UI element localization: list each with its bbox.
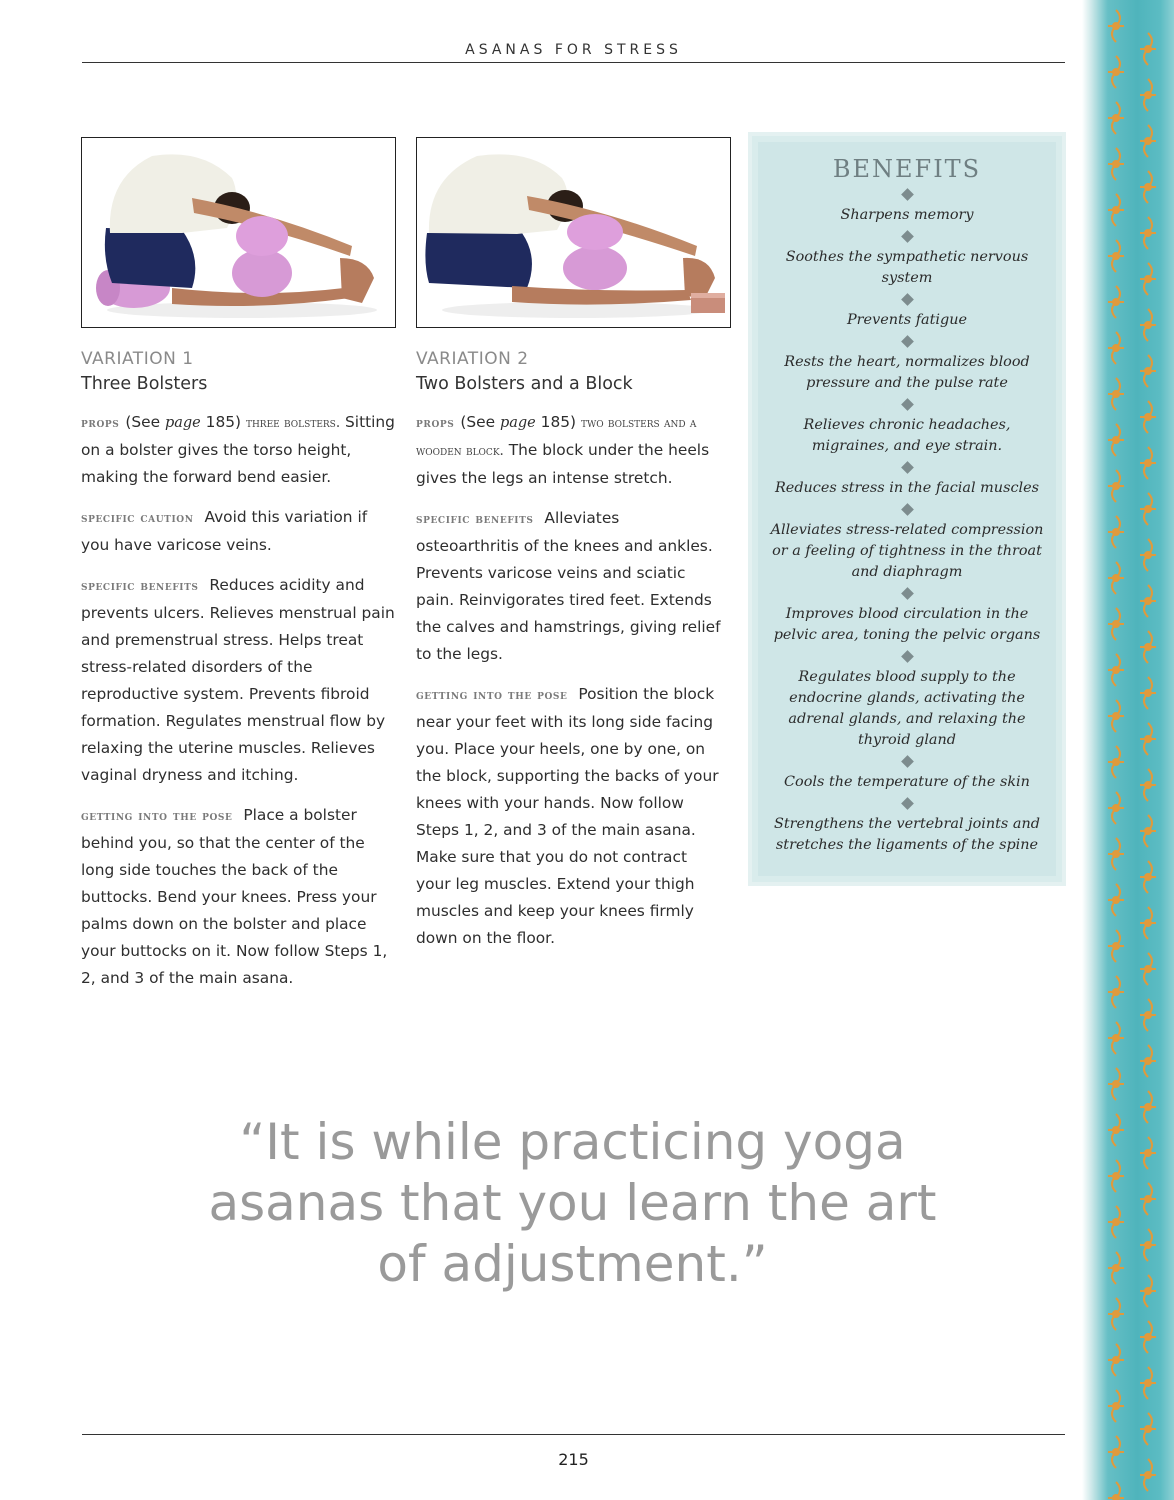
benefits-list <box>752 190 1062 856</box>
variation-2-column <box>416 347 726 965</box>
diamond-bullet-icon <box>901 398 914 411</box>
section-text: Avoid this variation if you have varicose veins. <box>81 508 368 554</box>
variation-1-caution <box>81 504 396 559</box>
benefit-item: Alleviates stress-related compression or a feeling of tightness in the throat and diaphragm <box>770 522 1044 580</box>
benefit-item: Cools the temperature of the skin <box>784 774 1030 790</box>
props-ref-open: (See <box>460 413 500 431</box>
props-items: three bolsters. <box>245 415 341 431</box>
diamond-bullet-icon <box>901 188 914 201</box>
props-ref-open: (See <box>125 413 165 431</box>
section-lead: specific caution <box>81 510 194 526</box>
section-text: Position the block near your feet with its long side facing you. Place your heels, one by one, on the block, supporting the backs of your knees with your hands. Now follow Steps 1, 2, and 3 of the main asana. Make sure that you do not contract your leg muscles. Extend your thigh muscles and keep your knees firmly down on the floor. <box>416 685 719 947</box>
diamond-bullet-icon <box>901 650 914 663</box>
variation-2-label: VARIATION 2 <box>416 349 529 369</box>
variation-1-title: Three Bolsters <box>81 374 208 394</box>
props-description: Sitting on a bolster gives the torso height, making the forward bend easier. <box>81 413 395 486</box>
diamond-bullet-icon <box>901 335 914 348</box>
diamond-bullet-icon <box>901 503 914 516</box>
section-lead: specific benefits <box>81 578 199 594</box>
props-items: two bolsters and a wooden block. <box>416 415 697 459</box>
variation-2-getting-into-pose <box>416 681 726 952</box>
benefit-item: Sharpens memory <box>840 207 974 223</box>
section-lead: getting into the pose <box>416 687 568 703</box>
header-rule <box>82 62 1065 63</box>
props-ref-num: 185) <box>200 413 242 431</box>
props-ref-page: page <box>164 415 201 431</box>
props-ref-page: page <box>499 415 536 431</box>
variation-2-props <box>416 409 726 492</box>
diamond-bullet-icon <box>901 797 914 810</box>
diamond-bullet-icon <box>901 587 914 600</box>
variation-1-props <box>81 409 396 491</box>
photo-variation-1 <box>81 137 396 328</box>
diamond-bullet-icon <box>901 461 914 474</box>
benefit-item: Prevents fatigue <box>846 312 968 328</box>
benefit-item: Soothes the sympathetic nervous system <box>785 249 1029 286</box>
props-lead: props <box>416 415 455 431</box>
pull-quote: “It is while practicing yoga asanas that you learn the art of adjustment.” <box>208 1113 937 1293</box>
benefit-item: Relieves chronic headaches, migraines, and eye strain. <box>803 417 1011 454</box>
variation-2-benefits <box>416 505 726 668</box>
variation-1-benefits <box>81 572 396 789</box>
variation-1-column <box>81 347 396 1005</box>
diamond-bullet-icon <box>901 293 914 306</box>
variation-1-getting-into-pose <box>81 802 396 992</box>
decorative-border-strip <box>1082 0 1174 1500</box>
running-head: ASANAS FOR STRESS <box>465 42 682 58</box>
section-text: Reduces acidity and prevents ulcers. Relieves menstrual pain and premenstrual stress. Helps treat stress-related disorders of the reproductive system. Prevents fibroid formation. Regulates menstrual flow by relaxing the uterine muscles. Relieves vaginal dryness and itching. <box>81 576 395 784</box>
page-number: 215 <box>558 1450 589 1469</box>
photo-variation-2 <box>416 137 731 328</box>
variation-2-title: Two Bolsters and a Block <box>416 374 633 394</box>
benefits-box <box>752 136 1062 882</box>
section-lead: specific benefits <box>416 511 534 527</box>
benefit-item: Rests the heart, normalizes blood pressure and the pulse rate <box>784 354 1030 391</box>
benefit-item: Regulates blood supply to the endocrine glands, activating the adrenal glands, and relaxing the thyroid gland <box>788 669 1026 748</box>
section-text: Alleviates osteoarthritis of the knees and ankles. Prevents varicose veins and sciatic pain. Reinvigorates tired feet. Extends the calves and hamstrings, giving relief to the legs. <box>416 509 721 663</box>
benefit-item: Reduces stress in the facial muscles <box>774 480 1040 496</box>
variation-1-label: VARIATION 1 <box>81 349 194 369</box>
props-lead: props <box>81 415 120 431</box>
section-lead: getting into the pose <box>81 808 233 824</box>
diamond-bullet-icon <box>901 230 914 243</box>
benefit-item: Strengthens the vertebral joints and stretches the ligaments of the spine <box>774 816 1040 853</box>
props-ref-num: 185) <box>535 413 577 431</box>
benefit-item: Improves blood circulation in the pelvic area, toning the pelvic organs <box>773 606 1041 643</box>
props-description: The block under the heels gives the legs an intense stretch. <box>416 441 710 487</box>
benefits-heading: BENEFITS <box>832 155 982 183</box>
footer-rule <box>82 1434 1065 1435</box>
section-text: Place a bolster behind you, so that the center of the long side touches the back of the buttocks. Bend your knees. Press your palms down on the bolster and place your buttocks on it. Now follow Steps 1, 2, and 3 of the main asana. <box>81 806 388 987</box>
diamond-bullet-icon <box>901 755 914 768</box>
ornament-pattern <box>1082 0 1174 1500</box>
